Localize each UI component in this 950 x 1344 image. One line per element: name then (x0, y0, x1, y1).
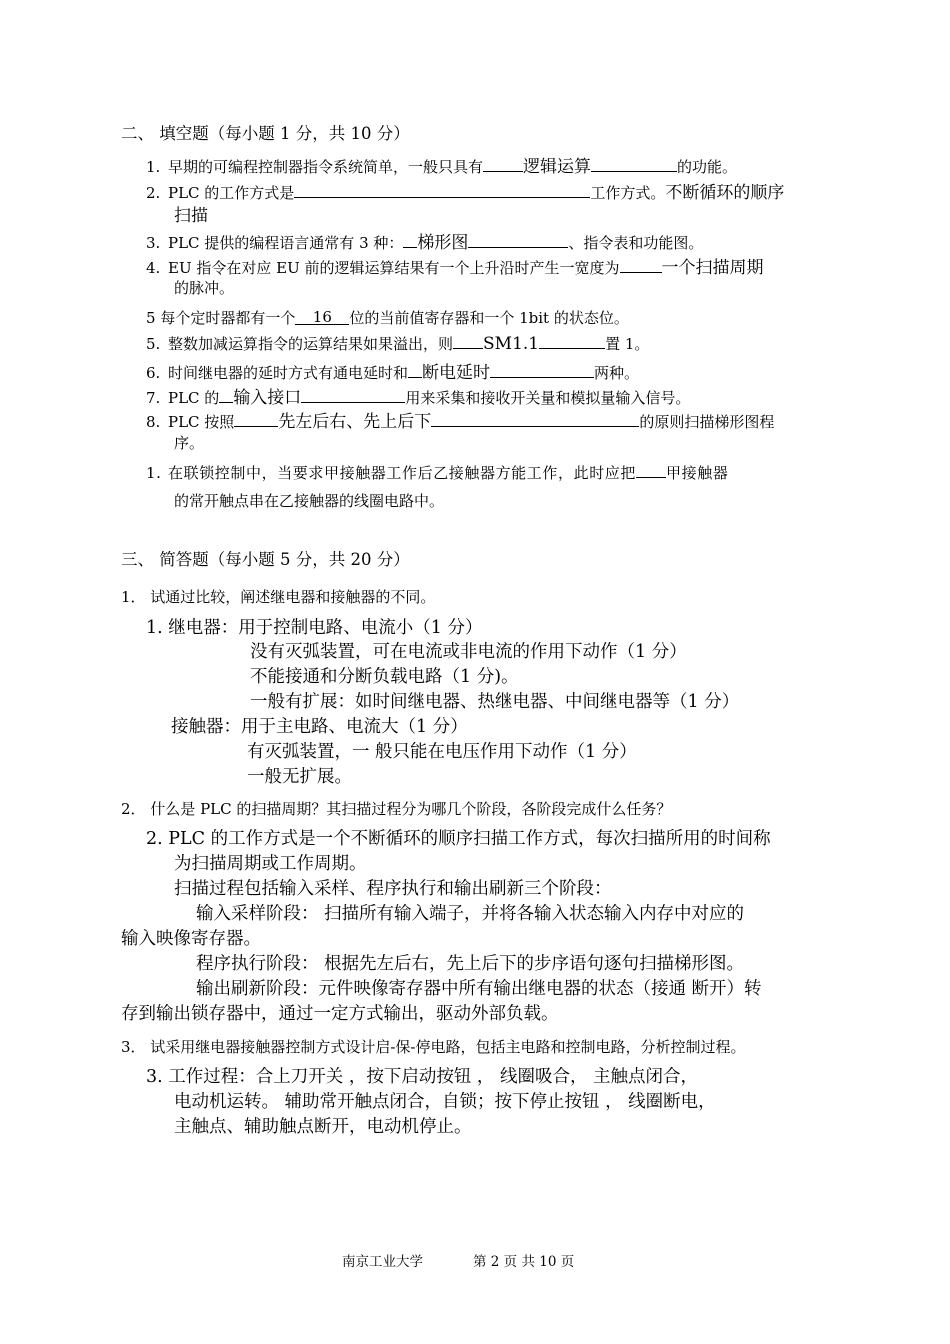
fill-q9 (146, 407, 774, 432)
q-answer: SM1.1 (483, 334, 540, 354)
q-number: 2. (146, 184, 161, 202)
q-text-post: 用来采集和接收开关量和模拟量输入信号。 (405, 389, 691, 407)
blank-line (539, 333, 605, 349)
fill-q4 (146, 253, 764, 278)
q-text: PLC 的 (168, 389, 220, 407)
q-number: 5 (146, 309, 156, 327)
blank-line (453, 333, 483, 349)
fill-q10-cont: 的常开触点串在乙接触器的线圈电路中。 (174, 492, 445, 510)
fill-q1 (146, 152, 737, 177)
blank-line (636, 462, 666, 478)
blank-line (483, 156, 523, 172)
q-number: 6. (146, 364, 161, 382)
fill-q10 (146, 462, 728, 483)
fill-q4-cont: 的脉冲。 (174, 279, 235, 297)
q-text: EU 指令在对应 EU 前的逻辑运算结果有一个上升沿时产生一宽度为 (168, 259, 620, 277)
q-number: 7. (146, 389, 161, 407)
fill-q8 (146, 383, 690, 408)
answer-2-line: 程序执行阶段： 根据先左后右，先上后下的步序语句逐句扫描梯形图。 (196, 954, 745, 974)
q-answer: 梯形图 (417, 233, 469, 253)
footer-school: 南京工业大学 (342, 1254, 423, 1270)
q-text-post: 的原则扫描梯形图程 (639, 413, 775, 431)
fill-q2 (146, 178, 784, 203)
blank-line (490, 362, 594, 378)
q-number: 1. (146, 158, 161, 176)
answer-2-line: 输入采样阶段： 扫描所有输入端子，并将各输入状态输入内存中对应的 (196, 904, 745, 924)
answer-2-line: 输入映像寄存器。 (121, 929, 261, 949)
blank-line (234, 411, 278, 427)
answer-2-line: 2. PLC 的工作方式是一个不断循环的顺序扫描工作方式，每次扫描所用的时间称 (146, 829, 771, 849)
blank-line (295, 309, 349, 325)
q-text: 早期的可编程控制器指令系统简单，一般只具有 (168, 158, 484, 176)
answer-3-line: 3. 工作过程：合上刀开关 ，按下启动按钮 ， 线圈吸合， 主触点闭合， (146, 1067, 699, 1087)
blank-line (294, 182, 590, 198)
answer-3-line: 主触点、辅助触点断开，电动机停止。 (174, 1117, 472, 1137)
q-text-post: 甲接触器 (666, 464, 729, 482)
q-text: 每个定时器都有一个 (160, 309, 296, 327)
fill-q2-answer-cont: 扫描 (174, 206, 208, 226)
q-answer: 断电延时 (422, 363, 491, 383)
blank-line (403, 232, 417, 248)
q-number: 5. (146, 335, 161, 353)
blank-line (468, 232, 568, 248)
answer-1-line: 接触器：用于主电路、电流大（1 分） (171, 717, 468, 737)
footer-page-number: 第 2 页 共 10 页 (473, 1254, 575, 1270)
fill-q7 (146, 358, 639, 383)
q-text: 时间继电器的延时方式有通电延时和 (168, 364, 409, 382)
answer-2-line: 存到输出锁存器中，通过一定方式输出，驱动外部负载。 (121, 1004, 559, 1024)
answer-1-line: 一般无扩展。 (247, 767, 352, 787)
q-text: 在联锁控制中，当要求甲接触器工作后乙接触器方能工作，此时应把 (168, 464, 637, 482)
q-answer: 先左后右、先上后下 (278, 412, 432, 432)
q-text-post: 两种。 (594, 364, 640, 382)
q-answer: 逻辑运算 (523, 157, 592, 177)
blank-line (408, 362, 422, 378)
answer-1-line: 1. 继电器：用于控制电路、电流小（1 分） (146, 618, 483, 638)
fill-q6 (146, 333, 649, 354)
answer-1-line: 不能接通和分断负载电路（1 分)。 (250, 667, 519, 687)
q-text: PLC 的工作方式是 (168, 184, 295, 202)
answer-2-line: 输出刷新阶段：元件映像寄存器中所有输出继电器的状态（接通 断开）转 (196, 979, 762, 999)
question-1: 1． 试通过比较，阐述继电器和接触器的不同。 (121, 588, 436, 606)
blank-line (219, 387, 233, 403)
section-2-title: 二、 填空题（每小题 1 分，共 10 分） (121, 124, 410, 143)
q-answer: 输入接口 (233, 388, 302, 408)
q-number: 4. (146, 259, 161, 277)
question-2: 2． 什么是 PLC 的扫描周期？其扫描过程分为哪几个阶段，各阶段完成什么任务？ (121, 800, 672, 818)
q-text: 整数加减运算指令的运算结果如果溢出，则 (168, 335, 454, 353)
question-3: 3． 试采用继电器接触器控制方式设计启-保-停电路，包括主电路和控制电路，分析控制过程。 (121, 1038, 746, 1056)
q-text: PLC 提供的编程语言通常有 3 种： (168, 234, 404, 252)
blank-line (620, 257, 662, 273)
q-text-post: 位的当前值寄存器和一个 1bit 的状态位。 (349, 309, 629, 327)
answer-1-line: 一般有扩展：如时间继电器、热继电器、中间继电器等（1 分） (250, 692, 740, 712)
blank-line (591, 156, 677, 172)
section-3-title: 三、 简答题（每小题 5 分，共 20 分） (121, 550, 410, 569)
answer-2-line: 扫描过程包括输入采样、程序执行和输出刷新三个阶段： (174, 879, 612, 899)
q-text-post: 的功能。 (677, 158, 738, 176)
fill-q3 (146, 228, 703, 253)
q-answer: 16 (312, 308, 332, 326)
blank-line (431, 411, 639, 427)
q-number: 3. (146, 234, 161, 252)
answer-3-line: 电动机运转。 辅助常开触点闭合，自锁；按下停止按钮 ， 线圈断电， (174, 1092, 716, 1112)
answer-1-line: 没有灭弧装置，可在电流或非电流的作用下动作（1 分） (250, 642, 687, 662)
fill-q9-cont: 序。 (174, 434, 205, 452)
q-answer: 一个扫描周期 (661, 258, 764, 278)
answer-1-line: 有灭弧装置，一 般只能在电压作用下动作（1 分） (247, 742, 637, 762)
q-number: 8. (146, 413, 161, 431)
fill-q5 (146, 307, 629, 328)
answer-2-line: 为扫描周期或工作周期。 (174, 854, 367, 874)
q-text-post: 置 1。 (605, 335, 650, 353)
q-answer: 不断循环的顺序 (665, 183, 785, 203)
blank-line (301, 387, 405, 403)
q-text-post: 、指令表和功能图。 (568, 234, 704, 252)
q-text-post: 工作方式。 (590, 184, 666, 202)
q-number: 1. (146, 464, 162, 482)
q-text: PLC 按照 (168, 413, 235, 431)
